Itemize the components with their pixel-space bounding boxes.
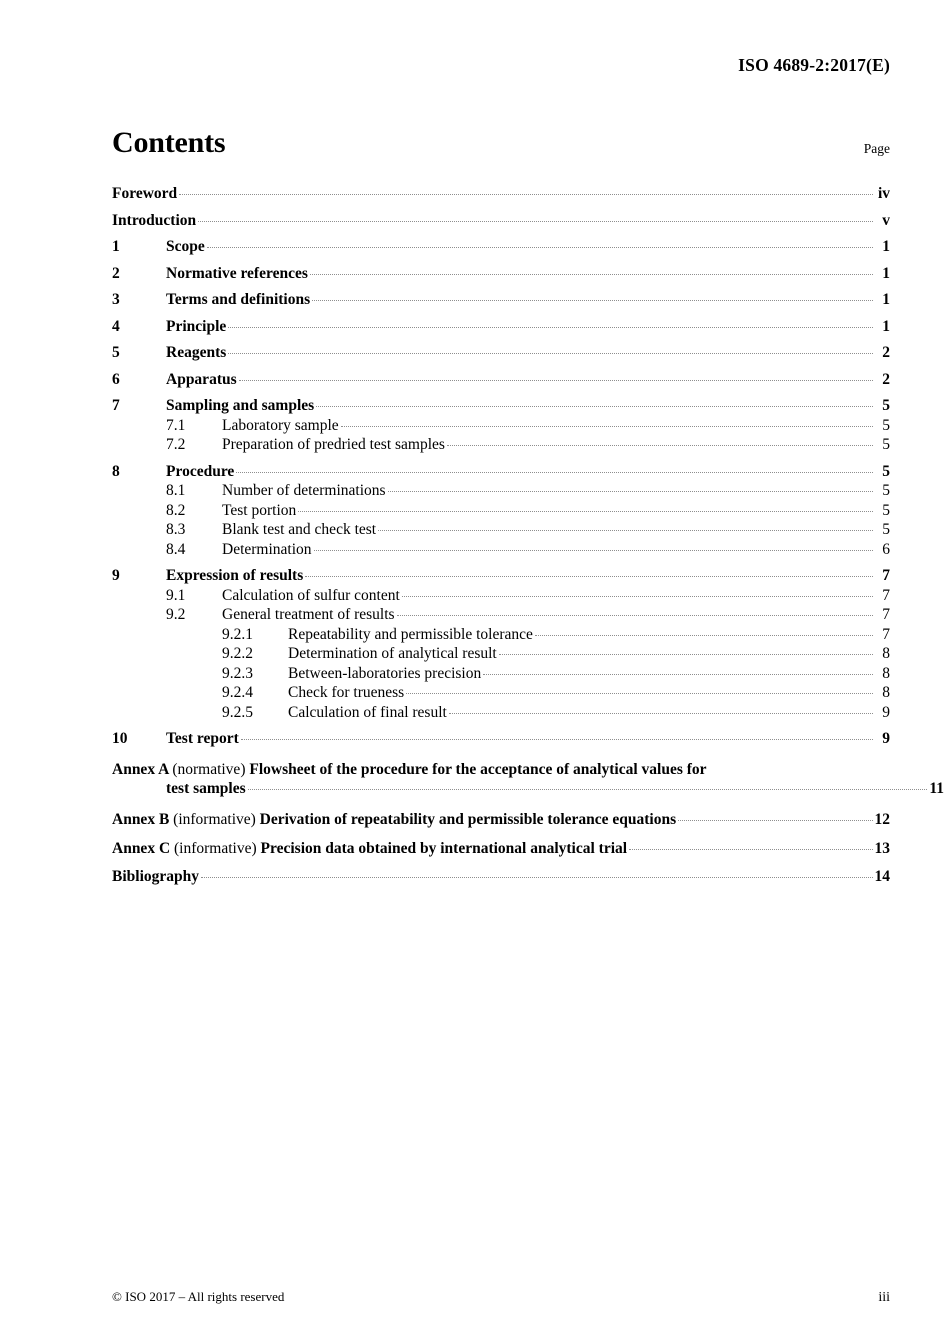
- toc-title: Determination of analytical result: [288, 645, 497, 662]
- toc-clause-number: 4: [112, 317, 120, 335]
- toc-entry-clause-9-2-4[interactable]: [112, 685, 890, 701]
- document-footer: [112, 1289, 890, 1306]
- dot-leader: [447, 445, 873, 446]
- toc-clause-number: 10: [112, 730, 128, 747]
- toc-page-number: 5: [882, 416, 890, 434]
- toc-title: Procedure: [166, 462, 235, 480]
- dot-leader: [341, 426, 873, 427]
- toc-title: Normative references: [166, 264, 308, 282]
- toc-entry-clause-7-1[interactable]: [112, 418, 890, 434]
- page-column-label: Page: [863, 140, 890, 156]
- dot-leader: [198, 221, 873, 222]
- footer-page-number: iii: [878, 1290, 890, 1305]
- dot-leader: [388, 491, 873, 492]
- toc-clause-number: 8: [112, 462, 120, 480]
- dot-leader: [228, 353, 873, 354]
- dot-leader: [179, 194, 873, 195]
- toc-clause-number: 7.1: [166, 416, 186, 434]
- annex-label: Annex B: [112, 811, 170, 829]
- dot-leader: [201, 877, 873, 878]
- toc-title: Calculation of final result: [288, 703, 447, 721]
- annex-qualifier: (informative): [173, 811, 256, 829]
- toc-page-number: 11: [929, 780, 944, 798]
- toc-page-number: 5: [882, 397, 890, 414]
- toc-page-number: 7: [882, 606, 890, 623]
- annex-label: Annex A: [112, 760, 169, 778]
- annex-heading: [112, 812, 676, 828]
- annex-qualifier: (normative): [172, 760, 246, 778]
- dot-leader: [449, 713, 873, 714]
- contents-heading-row: [112, 128, 890, 158]
- toc-entry-clause-8-2[interactable]: [112, 503, 890, 519]
- dot-leader: [316, 406, 873, 407]
- toc-entry-clause-9-2-5[interactable]: [112, 705, 890, 721]
- toc-page-number: 7: [882, 586, 890, 604]
- toc-clause-number: 8.4: [166, 540, 186, 558]
- toc-page-number: v: [882, 211, 890, 229]
- toc-clause-number: 9: [112, 567, 120, 584]
- toc-entry-clause-9-2[interactable]: [112, 607, 890, 623]
- toc-entry-clause-3[interactable]: [112, 292, 890, 308]
- toc-clause-number: 2: [112, 264, 120, 282]
- annex-qualifier: (informative): [174, 839, 257, 857]
- toc-title: Foreword: [112, 185, 178, 202]
- annex-title: Flowsheet of the procedure for the acceptance of analytical values for: [249, 760, 707, 778]
- toc-entry-clause-9-2-1[interactable]: [112, 627, 890, 643]
- dot-leader: [406, 693, 873, 694]
- toc-page-number: 5: [882, 436, 890, 453]
- toc-entry-clause-6[interactable]: [112, 372, 890, 388]
- toc-page-number: 5: [882, 501, 890, 519]
- toc-page-number: iv: [877, 185, 890, 202]
- toc-clause-number: 9.2.4: [222, 684, 253, 701]
- dot-leader: [305, 576, 873, 577]
- toc-title: Determination: [222, 540, 312, 558]
- toc-clause-number: 8.1: [166, 482, 186, 499]
- toc-title: Scope: [166, 238, 205, 255]
- toc-entry-clause-9-2-3[interactable]: [112, 666, 890, 682]
- toc-page-number: 9: [882, 730, 890, 747]
- toc-entry-clause-1[interactable]: [112, 239, 890, 255]
- toc-page-number: 1: [882, 264, 890, 282]
- annex-label: Annex C: [112, 839, 171, 857]
- annex-heading: [112, 841, 627, 857]
- toc-title: Principle: [166, 317, 227, 335]
- toc-clause-number: 7.2: [166, 436, 186, 453]
- dot-leader: [239, 380, 873, 381]
- toc-title: General treatment of results: [222, 606, 395, 623]
- toc-page-number: 1: [882, 291, 890, 308]
- toc-entry-introduction[interactable]: [112, 213, 890, 229]
- toc-clause-number: 9.2.5: [222, 703, 253, 721]
- toc-entry-foreword[interactable]: [112, 186, 890, 202]
- annex-title: Derivation of repeatability and permissible tolerance equations: [259, 811, 677, 829]
- toc-title: Preparation of predried test samples: [222, 436, 445, 453]
- toc-page-number: 14: [874, 868, 890, 886]
- toc-page-number: 5: [882, 521, 890, 538]
- toc-clause-number: 9.2: [166, 606, 186, 623]
- toc-title: Sampling and samples: [166, 397, 315, 414]
- annex-first-line: [112, 760, 944, 780]
- toc-entry-clause-8-3[interactable]: [112, 522, 890, 538]
- dot-leader: [314, 550, 873, 551]
- toc-entry-clause-4[interactable]: [112, 319, 890, 335]
- dot-leader: [378, 530, 873, 531]
- dot-leader: [397, 615, 873, 616]
- dot-leader: [207, 247, 873, 248]
- dot-leader: [248, 789, 927, 790]
- dot-leader: [483, 674, 873, 675]
- dot-leader: [228, 327, 873, 328]
- dot-leader: [402, 596, 873, 597]
- dot-leader: [499, 654, 873, 655]
- dot-leader: [241, 739, 873, 740]
- toc-page-number: 2: [882, 370, 890, 388]
- toc-page-number: 1: [882, 238, 890, 255]
- toc-page-number: 8: [882, 645, 890, 662]
- toc-entry-clause-9-2-2[interactable]: [112, 646, 890, 662]
- toc-page-number: 8: [882, 684, 890, 701]
- toc-clause-number: 1: [112, 238, 120, 255]
- toc-entry-bibliography[interactable]: [112, 869, 890, 885]
- dot-leader: [298, 511, 873, 512]
- toc-clause-number: 9.2.3: [222, 664, 253, 682]
- toc-clause-number: 9.2.2: [222, 645, 253, 662]
- document-header: ISO 4689-2:2017(E): [738, 55, 890, 75]
- toc-page-number: 1: [882, 317, 890, 335]
- toc-entry-clause-7[interactable]: [112, 398, 890, 414]
- toc-entry-clause-5[interactable]: [112, 345, 890, 361]
- dot-leader: [629, 849, 873, 850]
- toc-entry-clause-2[interactable]: [112, 266, 890, 282]
- toc-clause-number: 9.2.1: [222, 625, 253, 643]
- table-of-contents: [112, 185, 944, 886]
- toc-title: Test report: [166, 730, 239, 747]
- toc-page-number: 7: [882, 567, 890, 584]
- annex-title: Precision data obtained by international analytical trial: [260, 839, 628, 857]
- dot-leader: [678, 820, 873, 821]
- toc-title: Calculation of sulfur content: [222, 586, 400, 604]
- toc-title: Terms and definitions: [166, 291, 311, 308]
- toc-title: Expression of results: [166, 567, 304, 584]
- toc-title: Between-laboratories precision: [288, 664, 482, 682]
- dot-leader: [236, 472, 873, 473]
- toc-entry-clause-9-1[interactable]: [112, 588, 890, 604]
- toc-title: Check for trueness: [288, 684, 405, 701]
- toc-clause-number: 6: [112, 370, 120, 388]
- toc-page-number: 2: [882, 344, 890, 361]
- toc-entry-clause-8-4[interactable]: [112, 542, 890, 558]
- toc-clause-number: 5: [112, 344, 120, 361]
- toc-page-number: 8: [882, 664, 890, 682]
- toc-clause-number: 3: [112, 291, 120, 308]
- dot-leader: [310, 274, 873, 275]
- toc-title: Laboratory sample: [222, 416, 339, 434]
- dot-leader: [312, 300, 873, 301]
- copyright-notice: © ISO 2017 – All rights reserved: [112, 1289, 285, 1304]
- page-title: Contents: [112, 126, 226, 159]
- toc-page-number: 5: [882, 482, 890, 499]
- toc-clause-number: 9.1: [166, 586, 186, 604]
- dot-leader: [535, 635, 873, 636]
- toc-entry-annex-c[interactable]: [112, 841, 890, 857]
- toc-clause-number: 7: [112, 397, 120, 414]
- toc-page-number: 9: [882, 703, 890, 721]
- toc-title: Test portion: [222, 501, 297, 519]
- toc-title: Blank test and check test: [222, 521, 377, 538]
- toc-title: Reagents: [166, 344, 227, 361]
- toc-title: Repeatability and permissible tolerance: [288, 625, 533, 643]
- annex-title-continued: test samples: [166, 780, 246, 798]
- toc-clause-number: 8.2: [166, 501, 186, 519]
- annex-second-line: [166, 779, 944, 799]
- toc-title: Number of determinations: [222, 482, 386, 499]
- toc-entry-clause-9[interactable]: [112, 568, 890, 584]
- toc-entry-clause-10[interactable]: [112, 731, 890, 747]
- toc-title: Introduction: [112, 211, 197, 229]
- toc-title: Bibliography: [112, 868, 199, 886]
- toc-page-number: 5: [882, 462, 890, 480]
- toc-entry-clause-7-2[interactable]: [112, 437, 890, 453]
- toc-title: Apparatus: [166, 370, 237, 388]
- toc-page-number: 12: [874, 811, 890, 829]
- toc-clause-number: 8.3: [166, 521, 186, 538]
- toc-entry-annex-b[interactable]: [112, 812, 890, 828]
- toc-entry-clause-8[interactable]: [112, 464, 890, 480]
- toc-page-number: 6: [882, 540, 890, 558]
- toc-entry-clause-8-1[interactable]: [112, 483, 890, 499]
- toc-page-number: 7: [882, 625, 890, 643]
- toc-entry-annex-a[interactable]: [112, 760, 944, 800]
- toc-page-number: 13: [874, 839, 890, 857]
